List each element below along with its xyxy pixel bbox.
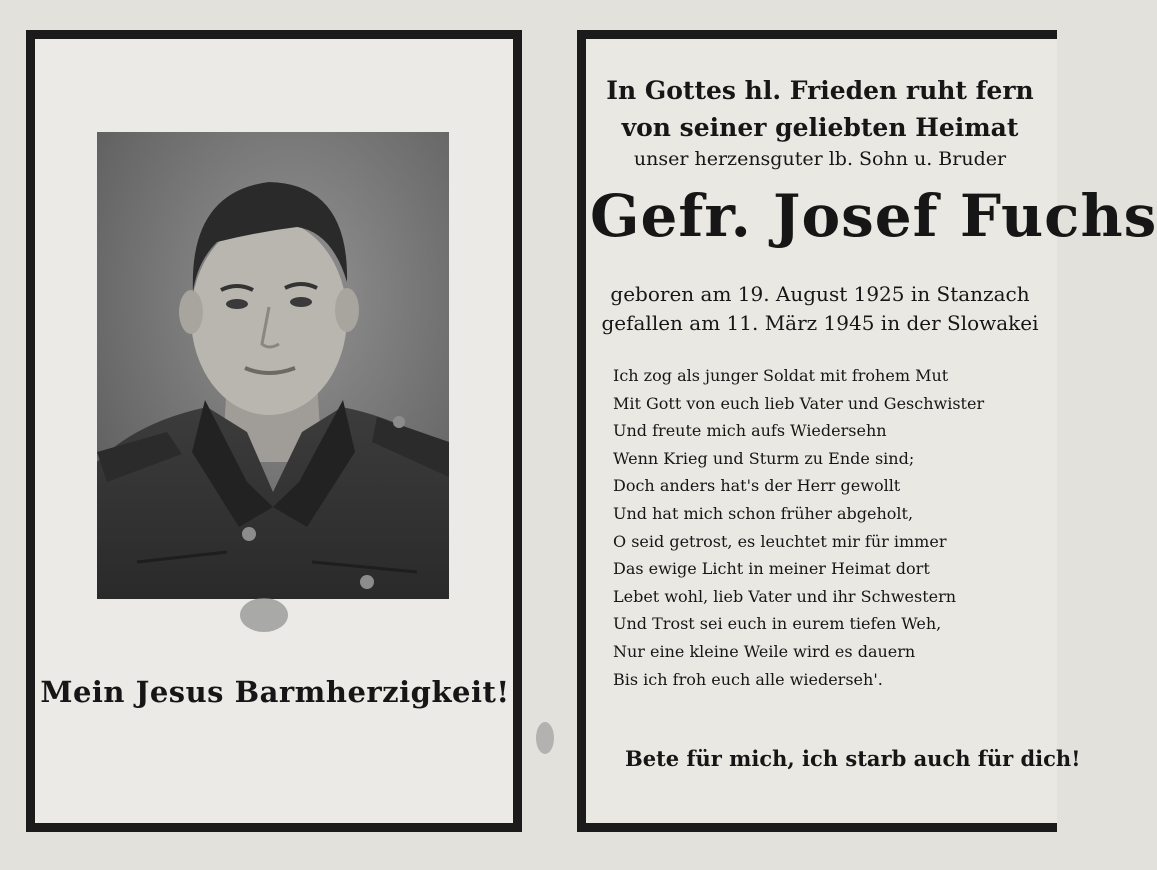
poem-line: Und freute mich aufs Wiedersehn [613,421,887,441]
poem-line: Mit Gott von euch lieb Vater und Geschwister [613,393,985,413]
poem-line: Und Trost sei euch in eurem tiefen Weh, [613,614,942,634]
birth-line: geboren am 19. August 1925 in Stanzach [610,282,1030,306]
intro-line-2: von seiner geliebten Heimat [621,113,1019,142]
poem-line: Lebet wohl, lieb Vater und ihr Schwestern [613,586,957,606]
portrait-illustration-icon [97,132,449,599]
poem-line: Wenn Krieg und Sturm zu Ende sind; [613,448,915,468]
paper-stain [536,722,554,754]
poem-line: Bis ich froh euch alle wiederseh'. [613,669,883,689]
poem-line: Nur eine kleine Weile wird es dauern [613,641,916,661]
soldier-portrait-photo [97,132,449,599]
paper-stain [240,598,288,632]
poem-line: O seid getrost, es leuchtet mir für immer [613,531,947,551]
deceased-name: Gefr. Josef Fuchs [590,182,1157,250]
memorial-poem [613,366,984,697]
poem-line: Ich zog als junger Soldat mit frohem Mut [613,366,949,385]
intro-line-3: unser herzensguter lb. Sohn u. Bruder [633,148,1007,170]
closing-prayer: Bete für mich, ich starb auch für dich! [625,746,1081,771]
poem-line: Das ewige Licht in meiner Heimat dort [613,559,930,579]
poem-line: Und hat mich schon früher abgeholt, [613,503,914,523]
poem-line: Doch anders hat's der Herr gewollt [613,476,901,496]
motto-text: Mein Jesus Barmherzigkeit! [40,675,510,709]
death-line: gefallen am 11. März 1945 in der Slowakei [601,311,1039,335]
intro-line-1: In Gottes hl. Frieden ruht fern [606,76,1034,105]
